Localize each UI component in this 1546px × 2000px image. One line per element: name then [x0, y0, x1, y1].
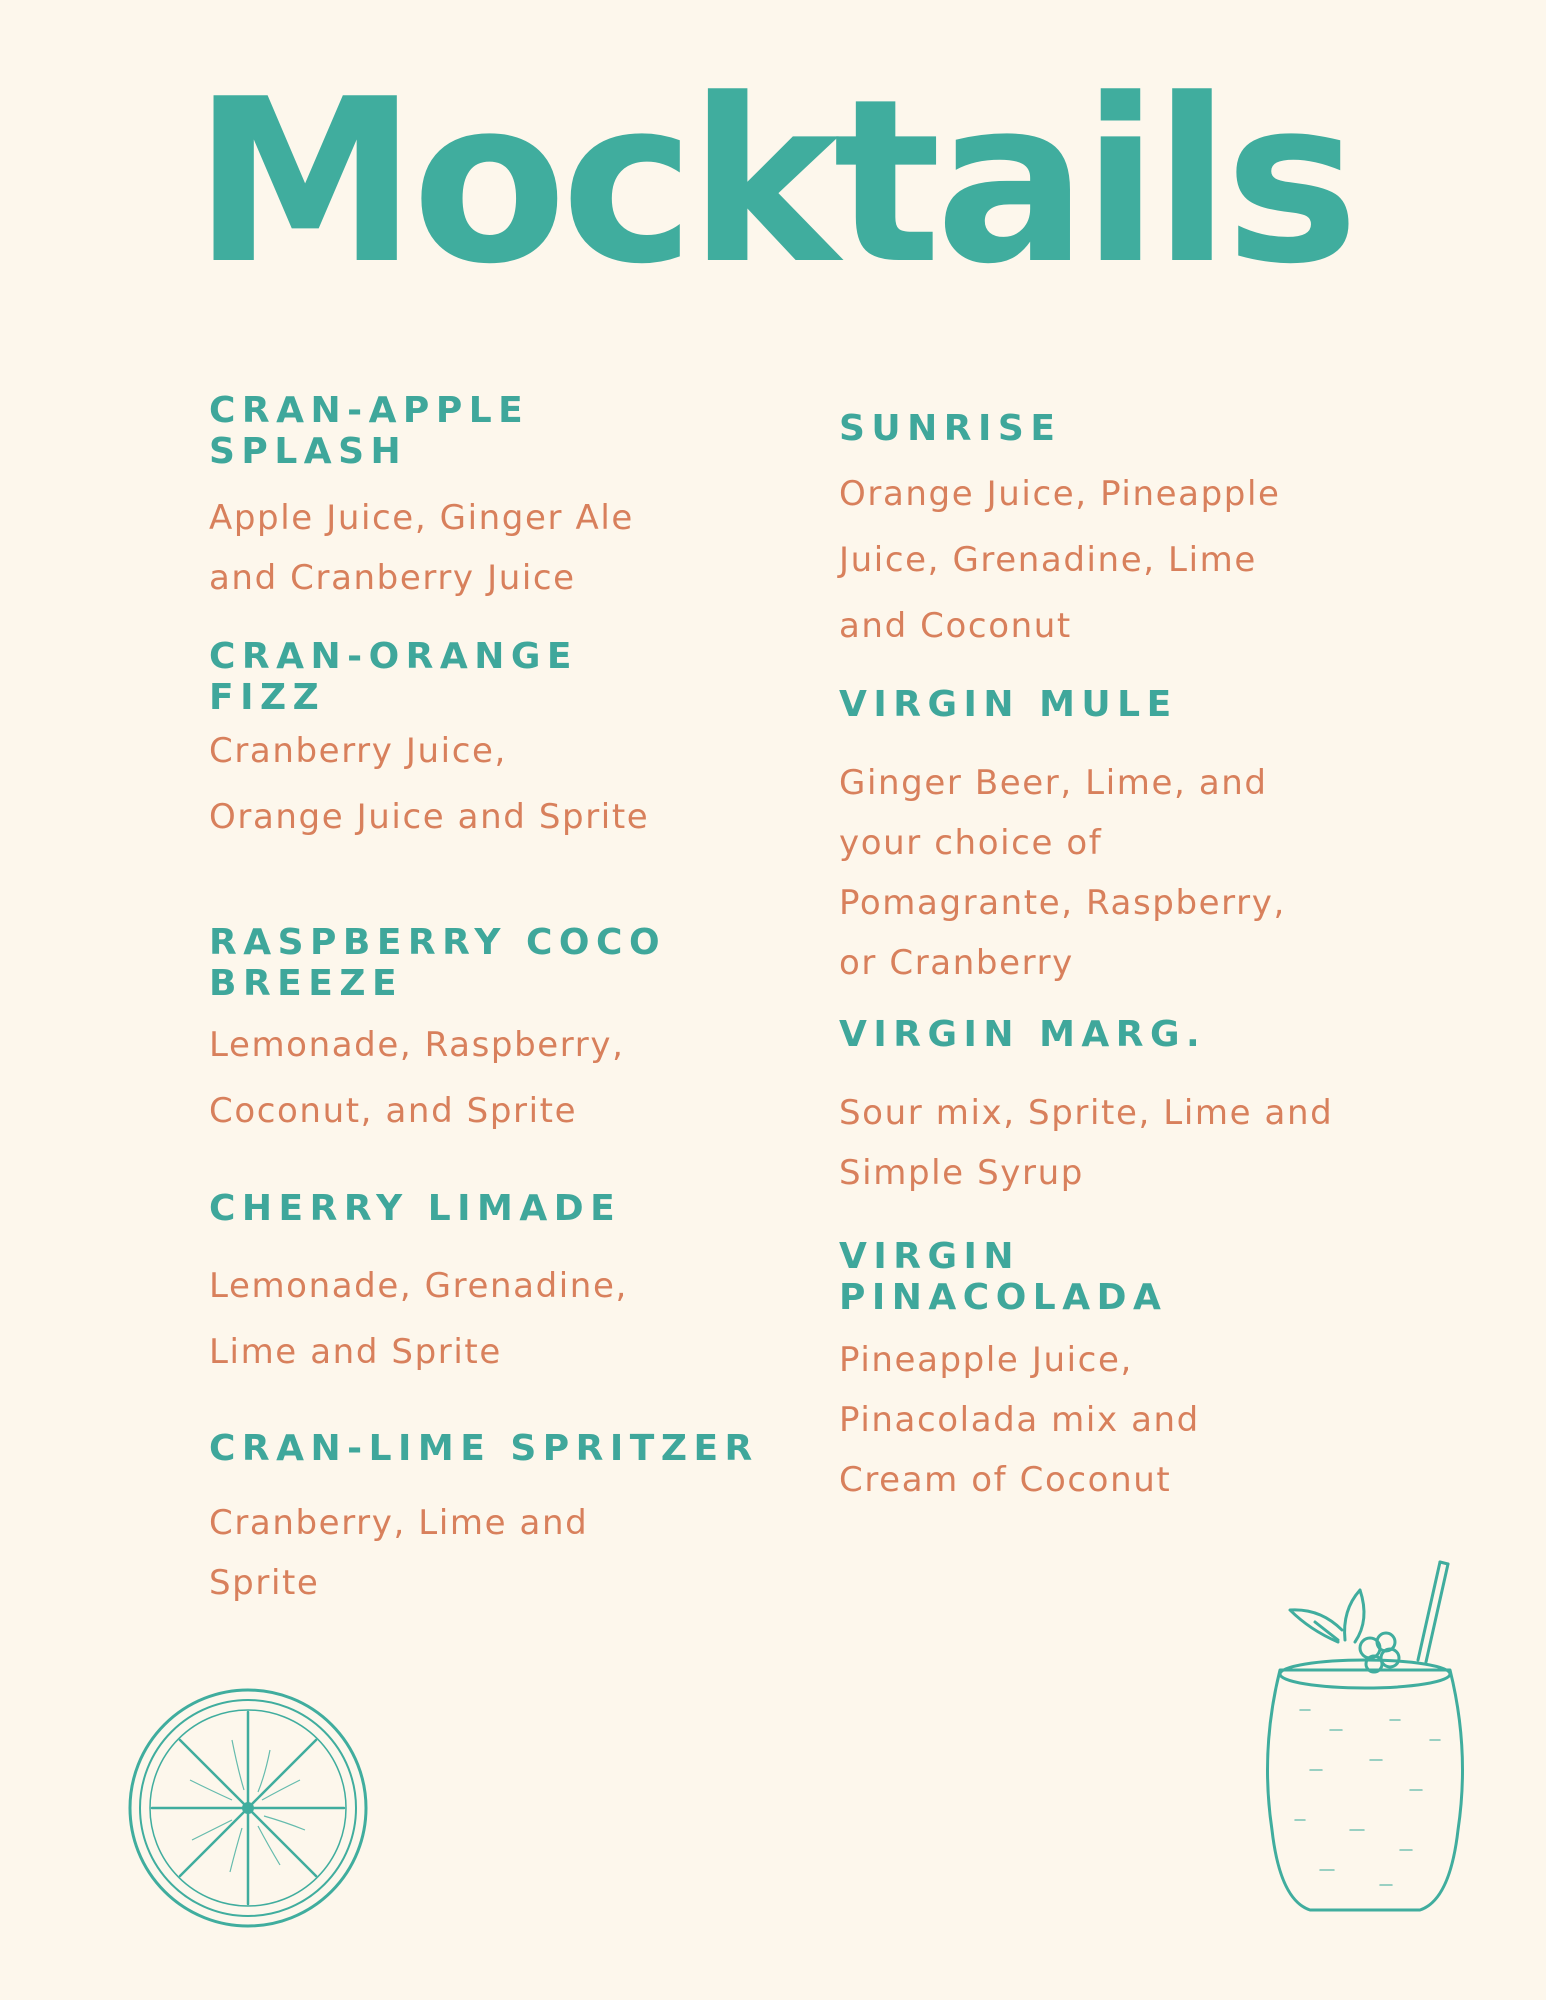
drink-description: Apple Juice, Ginger Ale and Cranberry Juice: [209, 498, 634, 598]
drink-description: Sour mix, Sprite, Lime and Simple Syrup: [839, 1093, 1334, 1193]
drink-description: Ginger Beer, Lime, and your choice of Pomagrante, Raspberry, or Cranberry: [839, 763, 1286, 983]
drink-description: Orange Juice, Pineapple Juice, Grenadine, Lime and Coconut: [839, 474, 1281, 646]
drink-name: RASPBERRY COCO BREEZE: [209, 922, 667, 1004]
menu-item: [209, 922, 809, 1144]
drink-description: Lemonade, Grenadine, Lime and Sprite: [209, 1266, 628, 1372]
drink-description: Cranberry, Lime and Sprite: [209, 1503, 589, 1603]
drink-name: CRAN-APPLE SPLASH: [209, 390, 530, 472]
menu-item: [209, 636, 809, 850]
drink-name: CHERRY LIMADE: [209, 1188, 622, 1229]
menu-item: [839, 684, 1399, 993]
drink-name: SUNRISE: [839, 408, 1062, 449]
menu-item: [209, 1188, 809, 1385]
drink-description: Lemonade, Raspberry, Coconut, and Sprite: [209, 1025, 625, 1131]
orange-slice-icon: [120, 1680, 376, 1936]
drink-name: VIRGIN MARG.: [839, 1014, 1207, 1055]
menu-item: [839, 408, 1399, 659]
menu-item: [209, 1428, 809, 1613]
menu-item: [839, 1014, 1399, 1203]
drink-description: Cranberry Juice, Orange Juice and Sprite: [209, 731, 650, 837]
drink-name: VIRGIN PINACOLADA: [839, 1236, 1168, 1318]
drink-name: VIRGIN MULE: [839, 684, 1178, 725]
drink-description: Pineapple Juice, Pinacolada mix and Cream of Coconut: [839, 1340, 1200, 1500]
page-title: Mocktails: [192, 51, 1354, 314]
cocktail-glass-icon: [1250, 1550, 1480, 1920]
menu-item: [209, 390, 809, 608]
drink-name: CRAN-LIME SPRITZER: [209, 1428, 759, 1469]
menu-item: [839, 1236, 1399, 1510]
drink-name: CRAN-ORANGE FIZZ: [209, 636, 579, 718]
